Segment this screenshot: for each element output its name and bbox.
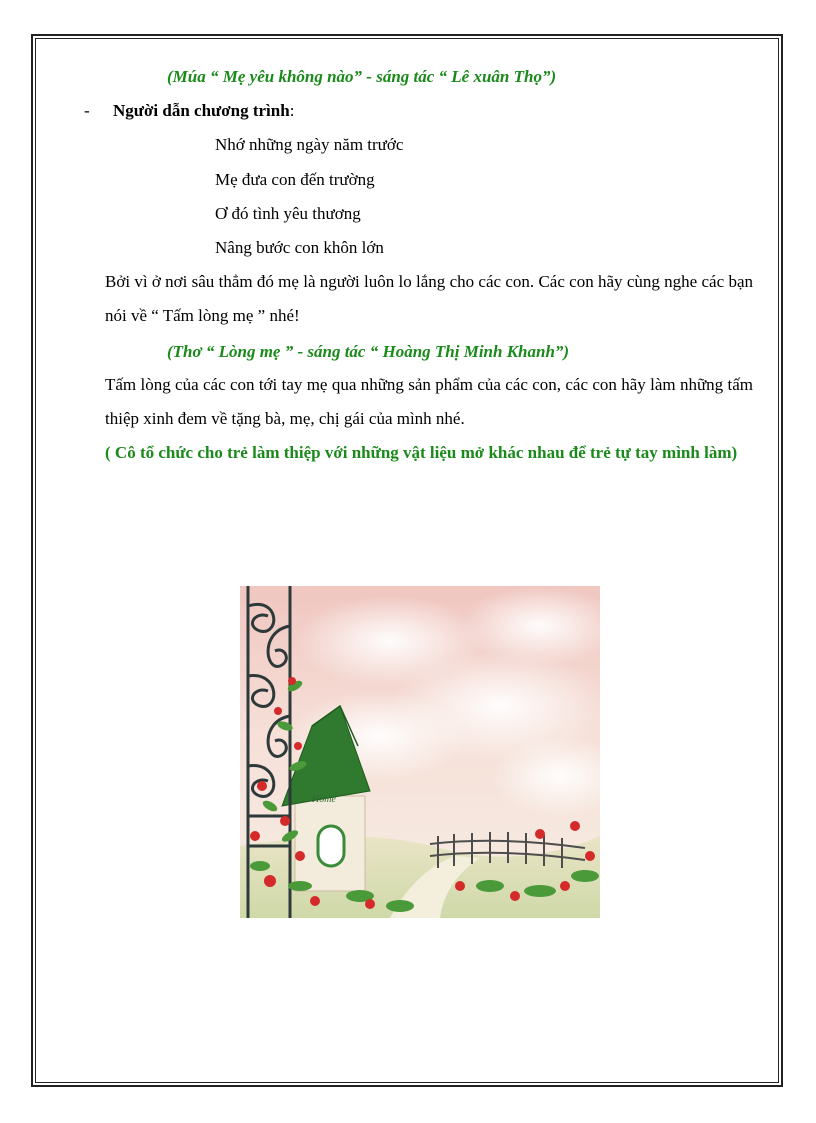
poem-line-3: Ơ đó tình yêu thương	[215, 204, 361, 223]
paragraph-3: ( Cô tổ chức cho trẻ làm thiệp với những vật liệu mở khác nhau để trẻ tự tay mình làm)	[105, 443, 738, 462]
illustration-garden-house	[240, 586, 600, 918]
host-colon: :	[289, 101, 295, 120]
bullet-dash: -	[84, 101, 90, 120]
page-border-inner	[35, 38, 779, 1083]
illustration-svg	[240, 586, 600, 918]
host-label: Người dẫn chương trình	[113, 101, 290, 120]
poem-line-1: Nhớ những ngày năm trước	[215, 135, 404, 154]
door-sign: Home	[312, 794, 336, 805]
heading-poem: (Thơ “ Lòng mẹ ” - sáng tác “ Hoàng Thị Minh Khanh”)	[167, 342, 570, 361]
paragraph-1: Bởi vì ở nơi sâu thẳm đó mẹ là người luôn lo lắng cho các con. Các con hãy cùng nghe các bạn nói về “ Tấm lòng mẹ ” nhé!	[105, 272, 753, 325]
heading-dance: (Múa “ Mẹ yêu không nào” - sáng tác “ Lê xuân Thọ”)	[167, 67, 557, 86]
paragraph-2: Tấm lòng của các con tới tay mẹ qua những sản phẩm của các con, các con hãy làm những tấm thiệp xinh đem về tặng bà, mẹ, chị gái của mình nhé.	[105, 375, 753, 428]
host-line	[113, 101, 294, 121]
poem-line-4: Nâng bước con khôn lớn	[215, 238, 384, 257]
poem-line-2: Mẹ đưa con đến trường	[215, 170, 375, 189]
